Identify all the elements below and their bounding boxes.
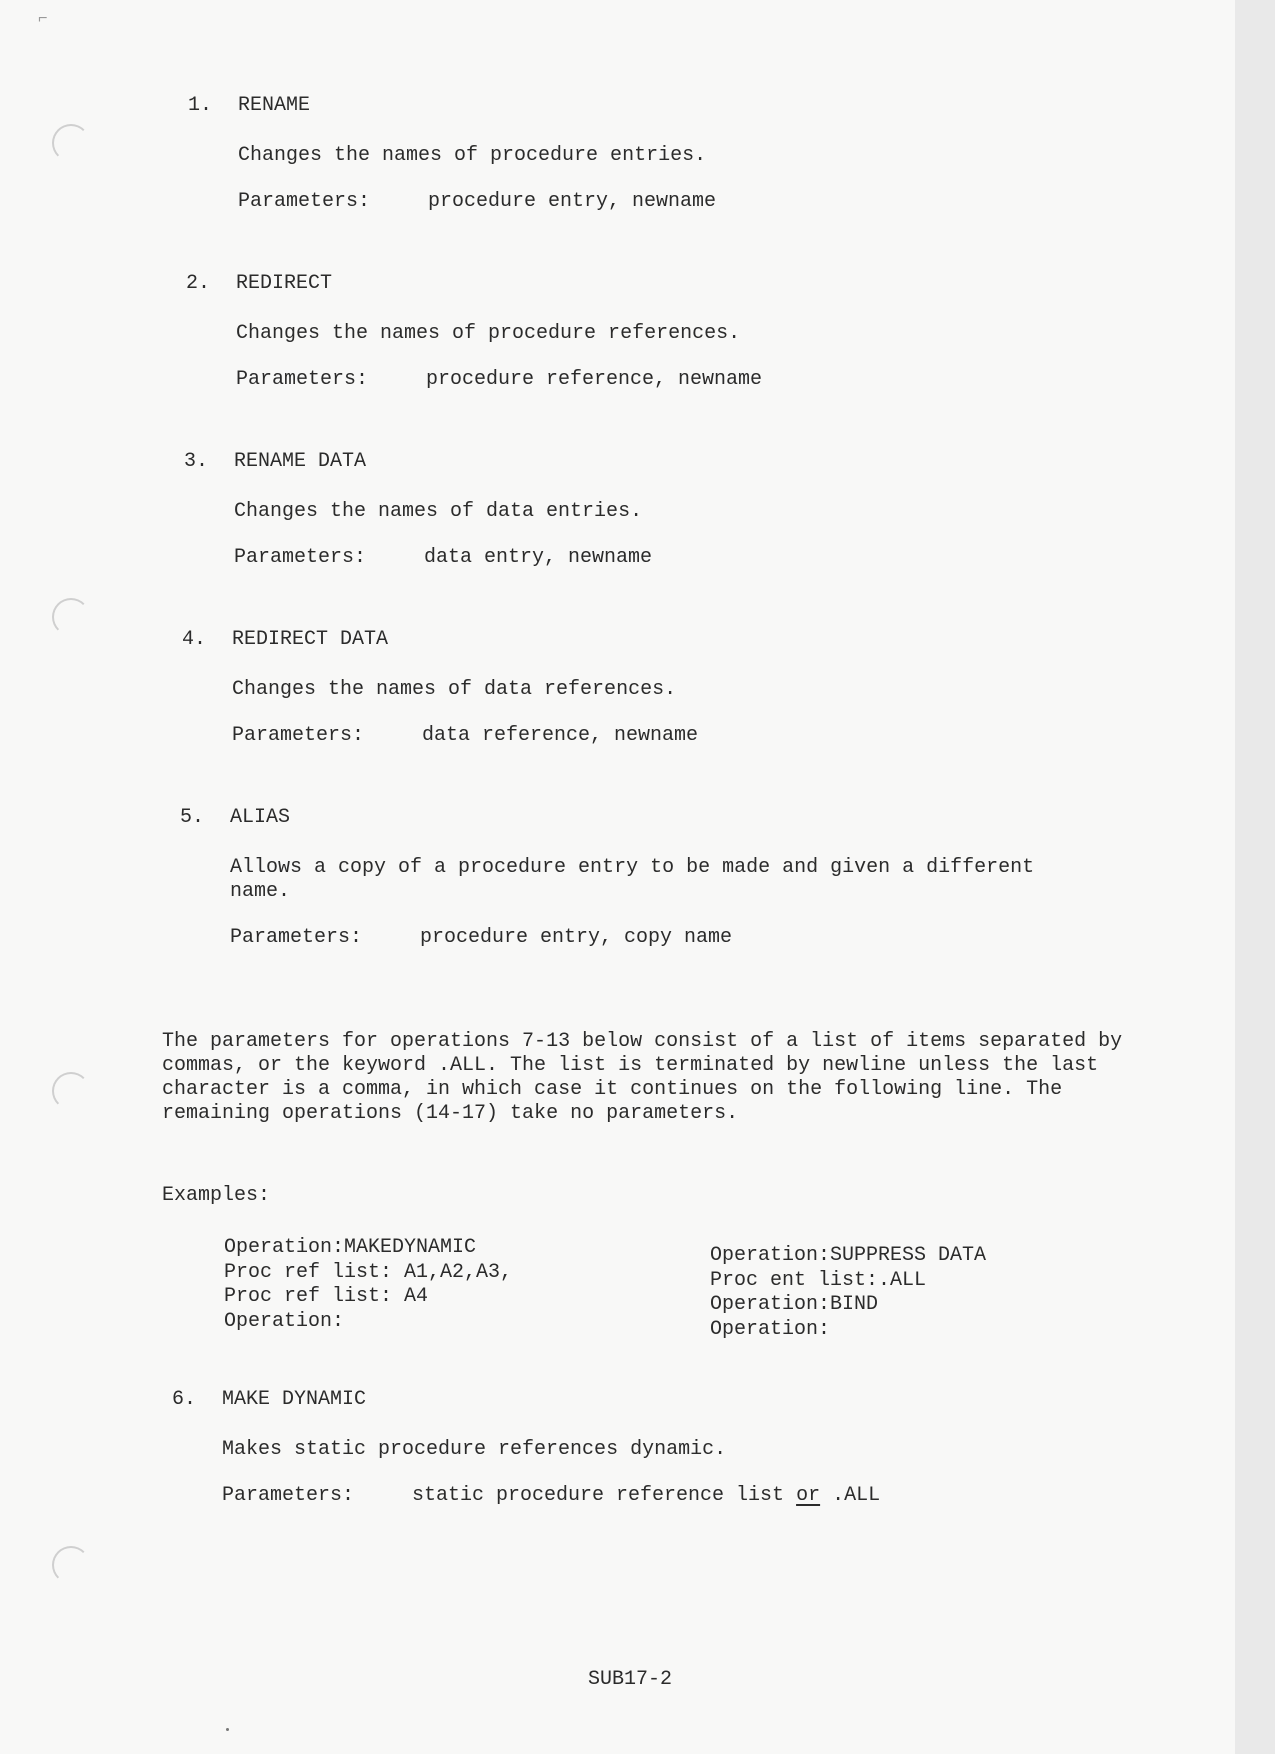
page-footer: SUB17-2: [588, 1668, 673, 1691]
operation-description: Changes the names of procedure references.: [236, 322, 741, 345]
operation-number: 5.: [180, 806, 205, 829]
operation-3: [184, 450, 652, 570]
parameters-value-part: static procedure reference list: [412, 1484, 785, 1507]
parameters-value-part: .ALL: [832, 1484, 881, 1507]
parameters-explanation-paragraph: The parameters for operations 7-13 below consist of a list of items separated by commas, or the keyword .ALL. The list is terminated by newline unless the last character is a comma, in which case it continues on the following line. The remaining operations (14-17) take no parameters.: [162, 1030, 1123, 1125]
underlined-or: or: [796, 1484, 821, 1507]
operation-2: [186, 272, 762, 392]
operation-number: 3.: [184, 450, 209, 473]
example-line: Proc ref list: A4: [224, 1285, 429, 1308]
punch-hole: [52, 1072, 90, 1110]
example-line: Proc ref list: A1,A2,A3,: [224, 1260, 513, 1284]
punch-hole: [52, 124, 90, 162]
parameters-label: Parameters:: [232, 724, 365, 747]
example-left: [224, 1236, 512, 1334]
example-line: Operation:: [224, 1309, 345, 1333]
parameters-value: data reference, newname: [422, 724, 699, 747]
punch-hole: [52, 1546, 90, 1584]
example-line: Operation:MAKEDYNAMIC: [224, 1236, 477, 1259]
corner-mark: ⌐: [38, 10, 48, 28]
operation-description: Changes the names of data references.: [232, 678, 677, 701]
operation-description: Makes static procedure references dynamic.: [222, 1438, 727, 1461]
example-line: Operation:SUPPRESS DATA: [710, 1244, 987, 1267]
example-line: Proc ent list:.ALL: [710, 1268, 927, 1292]
operation-description: Allows a copy of a procedure entry to be made and given a different name.: [230, 856, 1035, 903]
operation-number: 4.: [182, 628, 207, 651]
operation-number: 6.: [172, 1388, 197, 1411]
parameters-label: Parameters:: [222, 1484, 355, 1507]
parameters-label: Parameters:: [236, 368, 369, 391]
operation-description: Changes the names of data entries.: [234, 500, 643, 523]
speck: [226, 1728, 229, 1731]
operation-name: RENAME: [238, 94, 311, 117]
parameters-value: [412, 1484, 880, 1508]
operation-name: MAKE DYNAMIC: [222, 1388, 367, 1411]
example-right: [710, 1244, 986, 1342]
operation-number: 1.: [188, 94, 213, 117]
punch-hole: [52, 598, 90, 636]
parameters-label: Parameters:: [238, 190, 371, 213]
parameters-value: procedure entry, newname: [428, 190, 717, 213]
parameters-value: procedure reference, newname: [426, 368, 763, 391]
operation-4: [182, 628, 698, 748]
parameters-value: data entry, newname: [424, 546, 653, 569]
operation-1: [188, 94, 716, 214]
example-line: Operation:: [710, 1317, 831, 1341]
operation-name: REDIRECT DATA: [232, 628, 389, 651]
operation-description: Changes the names of procedure entries.: [238, 144, 707, 167]
parameters-label: Parameters:: [230, 926, 363, 949]
operation-6: [172, 1388, 880, 1508]
operation-number: 2.: [186, 272, 211, 295]
operation-name: RENAME DATA: [234, 450, 367, 473]
parameters-label: Parameters:: [234, 546, 367, 569]
example-line: Operation:BIND: [710, 1293, 879, 1316]
examples-heading: Examples:: [162, 1184, 271, 1207]
operation-name: REDIRECT: [236, 272, 333, 295]
operation-name: ALIAS: [230, 806, 291, 829]
operation-5: [180, 806, 1090, 950]
parameters-value: procedure entry, copy name: [420, 926, 733, 949]
